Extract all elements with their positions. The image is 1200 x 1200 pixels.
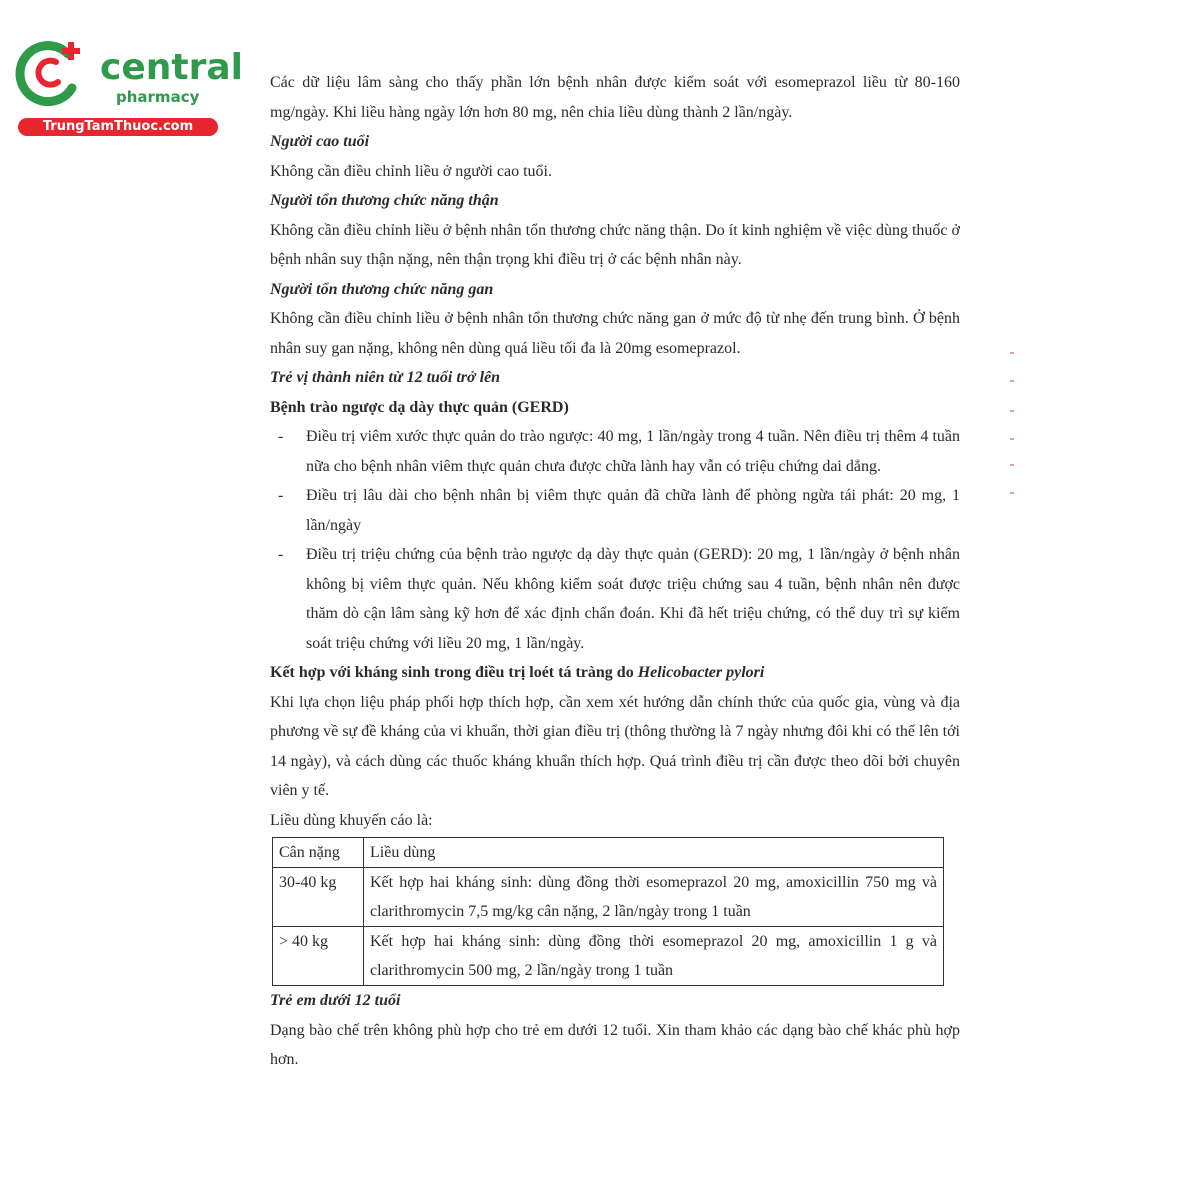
- table-row: [273, 868, 944, 927]
- intro-paragraph: Các dữ liệu lâm sàng cho thấy phần lớn bệnh nhân được kiểm soát với esomeprazol liều từ 80-160 mg/ngày. Khi liều hàng ngày lớn hơn 80 mg, nên chia liều dùng thành 2 lần/ngày.: [270, 74, 960, 121]
- hepatic-text: Không cần điều chỉnh liều ở bệnh nhân tổn thương chức năng gan ở mức độ từ nhẹ đến trung bình. Ở bệnh nhân suy gan nặng, không nên dùng quá liều tối đa là 20mg esomeprazol.: [270, 310, 960, 357]
- gerd-heading: Bệnh trào ngược dạ dày thực quản (GERD): [270, 398, 569, 416]
- scan-mark: [1010, 410, 1014, 412]
- hp-heading-species: Helicobacter pylori: [637, 664, 765, 681]
- table-cell-dose: Kết hợp hai kháng sinh: dùng đồng thời esomeprazol 20 mg, amoxicillin 1 g và clarithromycin 500 mg, 2 lần/ngày trong 1 tuần: [364, 927, 944, 986]
- elderly-heading: Người cao tuổi: [270, 133, 370, 150]
- table-cell-weight: > 40 kg: [273, 927, 364, 986]
- list-dash: -: [278, 546, 284, 563]
- central-pharmacy-logo-icon: [12, 36, 92, 106]
- logo-website: TrungTamThuoc.com: [18, 118, 218, 136]
- gerd-list: [270, 422, 960, 658]
- adolescent-heading: Trẻ vị thành niên từ 12 tuổi trở lên: [270, 369, 501, 386]
- scan-mark: [1010, 464, 1014, 466]
- hp-heading: [270, 658, 960, 688]
- logo-name: central: [100, 47, 243, 88]
- table-header-row: [273, 838, 944, 868]
- elderly-text: Không cần điều chỉnh liều ở người cao tuổi.: [270, 162, 552, 180]
- list-item-text: Điều trị viêm xước thực quản do trào ngược: 40 mg, 1 lần/ngày trong 4 tuần. Nên điều trị thêm 4 tuần nữa cho bệnh nhân viêm thực quản chưa được chữa lành hay vẫn có triệu chứng dai dẳng.: [306, 428, 960, 475]
- list-item-text: Điều trị triệu chứng của bệnh trào ngược dạ dày thực quản (GERD): 20 mg, 1 lần/ngày ở bệnh nhân không bị viêm thực quản. Nếu không kiểm soát được triệu chứng sau 4 tuần, bệnh nhân nên được thăm dò cận lâm sàng kỹ hơn để xác định chẩn đoán. Khi đã hết triệu chứng, có thể duy trì sự kiểm soát triệu chứng với liều 20 mg, 1 lần/ngày.: [306, 546, 960, 652]
- scan-marks: [1010, 352, 1016, 502]
- scan-mark: [1010, 438, 1014, 440]
- hepatic-heading: Người tổn thương chức năng gan: [270, 280, 494, 298]
- list-item: [270, 422, 960, 481]
- logo-subtitle: pharmacy: [116, 88, 200, 106]
- renal-text: Không cần điều chỉnh liều ở bệnh nhân tổn thương chức năng thận. Do ít kinh nghiệm về việc dùng thuốc ở bệnh nhân suy thận nặng, nên thận trọng khi điều trị ở các bệnh nhân này.: [270, 221, 960, 268]
- hp-text: Khi lựa chọn liệu pháp phối hợp thích hợp, cần xem xét hướng dẫn chính thức của quốc gia, vùng và địa phương về sự đề kháng của vi khuẩn, thời gian điều trị (thông thường là 7 ngày nhưng đôi khi có thể lên tới 14 ngày), và cách dùng các thuốc kháng khuẩn thích hợp. Quá trình điều trị cần được theo dõi bởi chuyên viên y tế.: [270, 693, 960, 799]
- pharmacy-logo: [12, 36, 243, 136]
- list-item-text: Điều trị lâu dài cho bệnh nhân bị viêm thực quản đã chữa lành để phòng ngừa tái phát: 20 mg, 1 lần/ngày: [306, 487, 960, 534]
- children-heading: Trẻ em dưới 12 tuổi: [270, 992, 401, 1009]
- dosage-table: [272, 837, 944, 986]
- scan-mark: [1010, 492, 1014, 494]
- scan-mark: [1010, 380, 1014, 382]
- scan-mark: [1010, 352, 1014, 354]
- renal-heading: Người tổn thương chức năng thận: [270, 192, 499, 209]
- table-row: [273, 927, 944, 986]
- list-dash: -: [278, 487, 284, 504]
- list-item: [270, 540, 960, 658]
- list-item: [270, 481, 960, 540]
- list-dash: -: [278, 428, 284, 445]
- table-header-dose: Liều dùng: [364, 838, 944, 868]
- table-cell-weight: 30-40 kg: [273, 868, 364, 927]
- hp-heading-prefix: Kết hợp với kháng sinh trong điều trị loét tá tràng do: [270, 664, 638, 681]
- recommended-label: Liều dùng khuyến cáo là:: [270, 811, 433, 829]
- table-header-weight: Cân nặng: [273, 838, 364, 868]
- document-body: [270, 68, 960, 1075]
- children-text: Dạng bào chế trên không phù hợp cho trẻ em dưới 12 tuổi. Xin tham khảo các dạng bào chế khác phù hợp hơn.: [270, 1021, 960, 1068]
- table-cell-dose: Kết hợp hai kháng sinh: dùng đồng thời esomeprazol 20 mg, amoxicillin 750 mg và clarithromycin 7,5 mg/kg cân nặng, 2 lần/ngày trong 1 tuần: [364, 868, 944, 927]
